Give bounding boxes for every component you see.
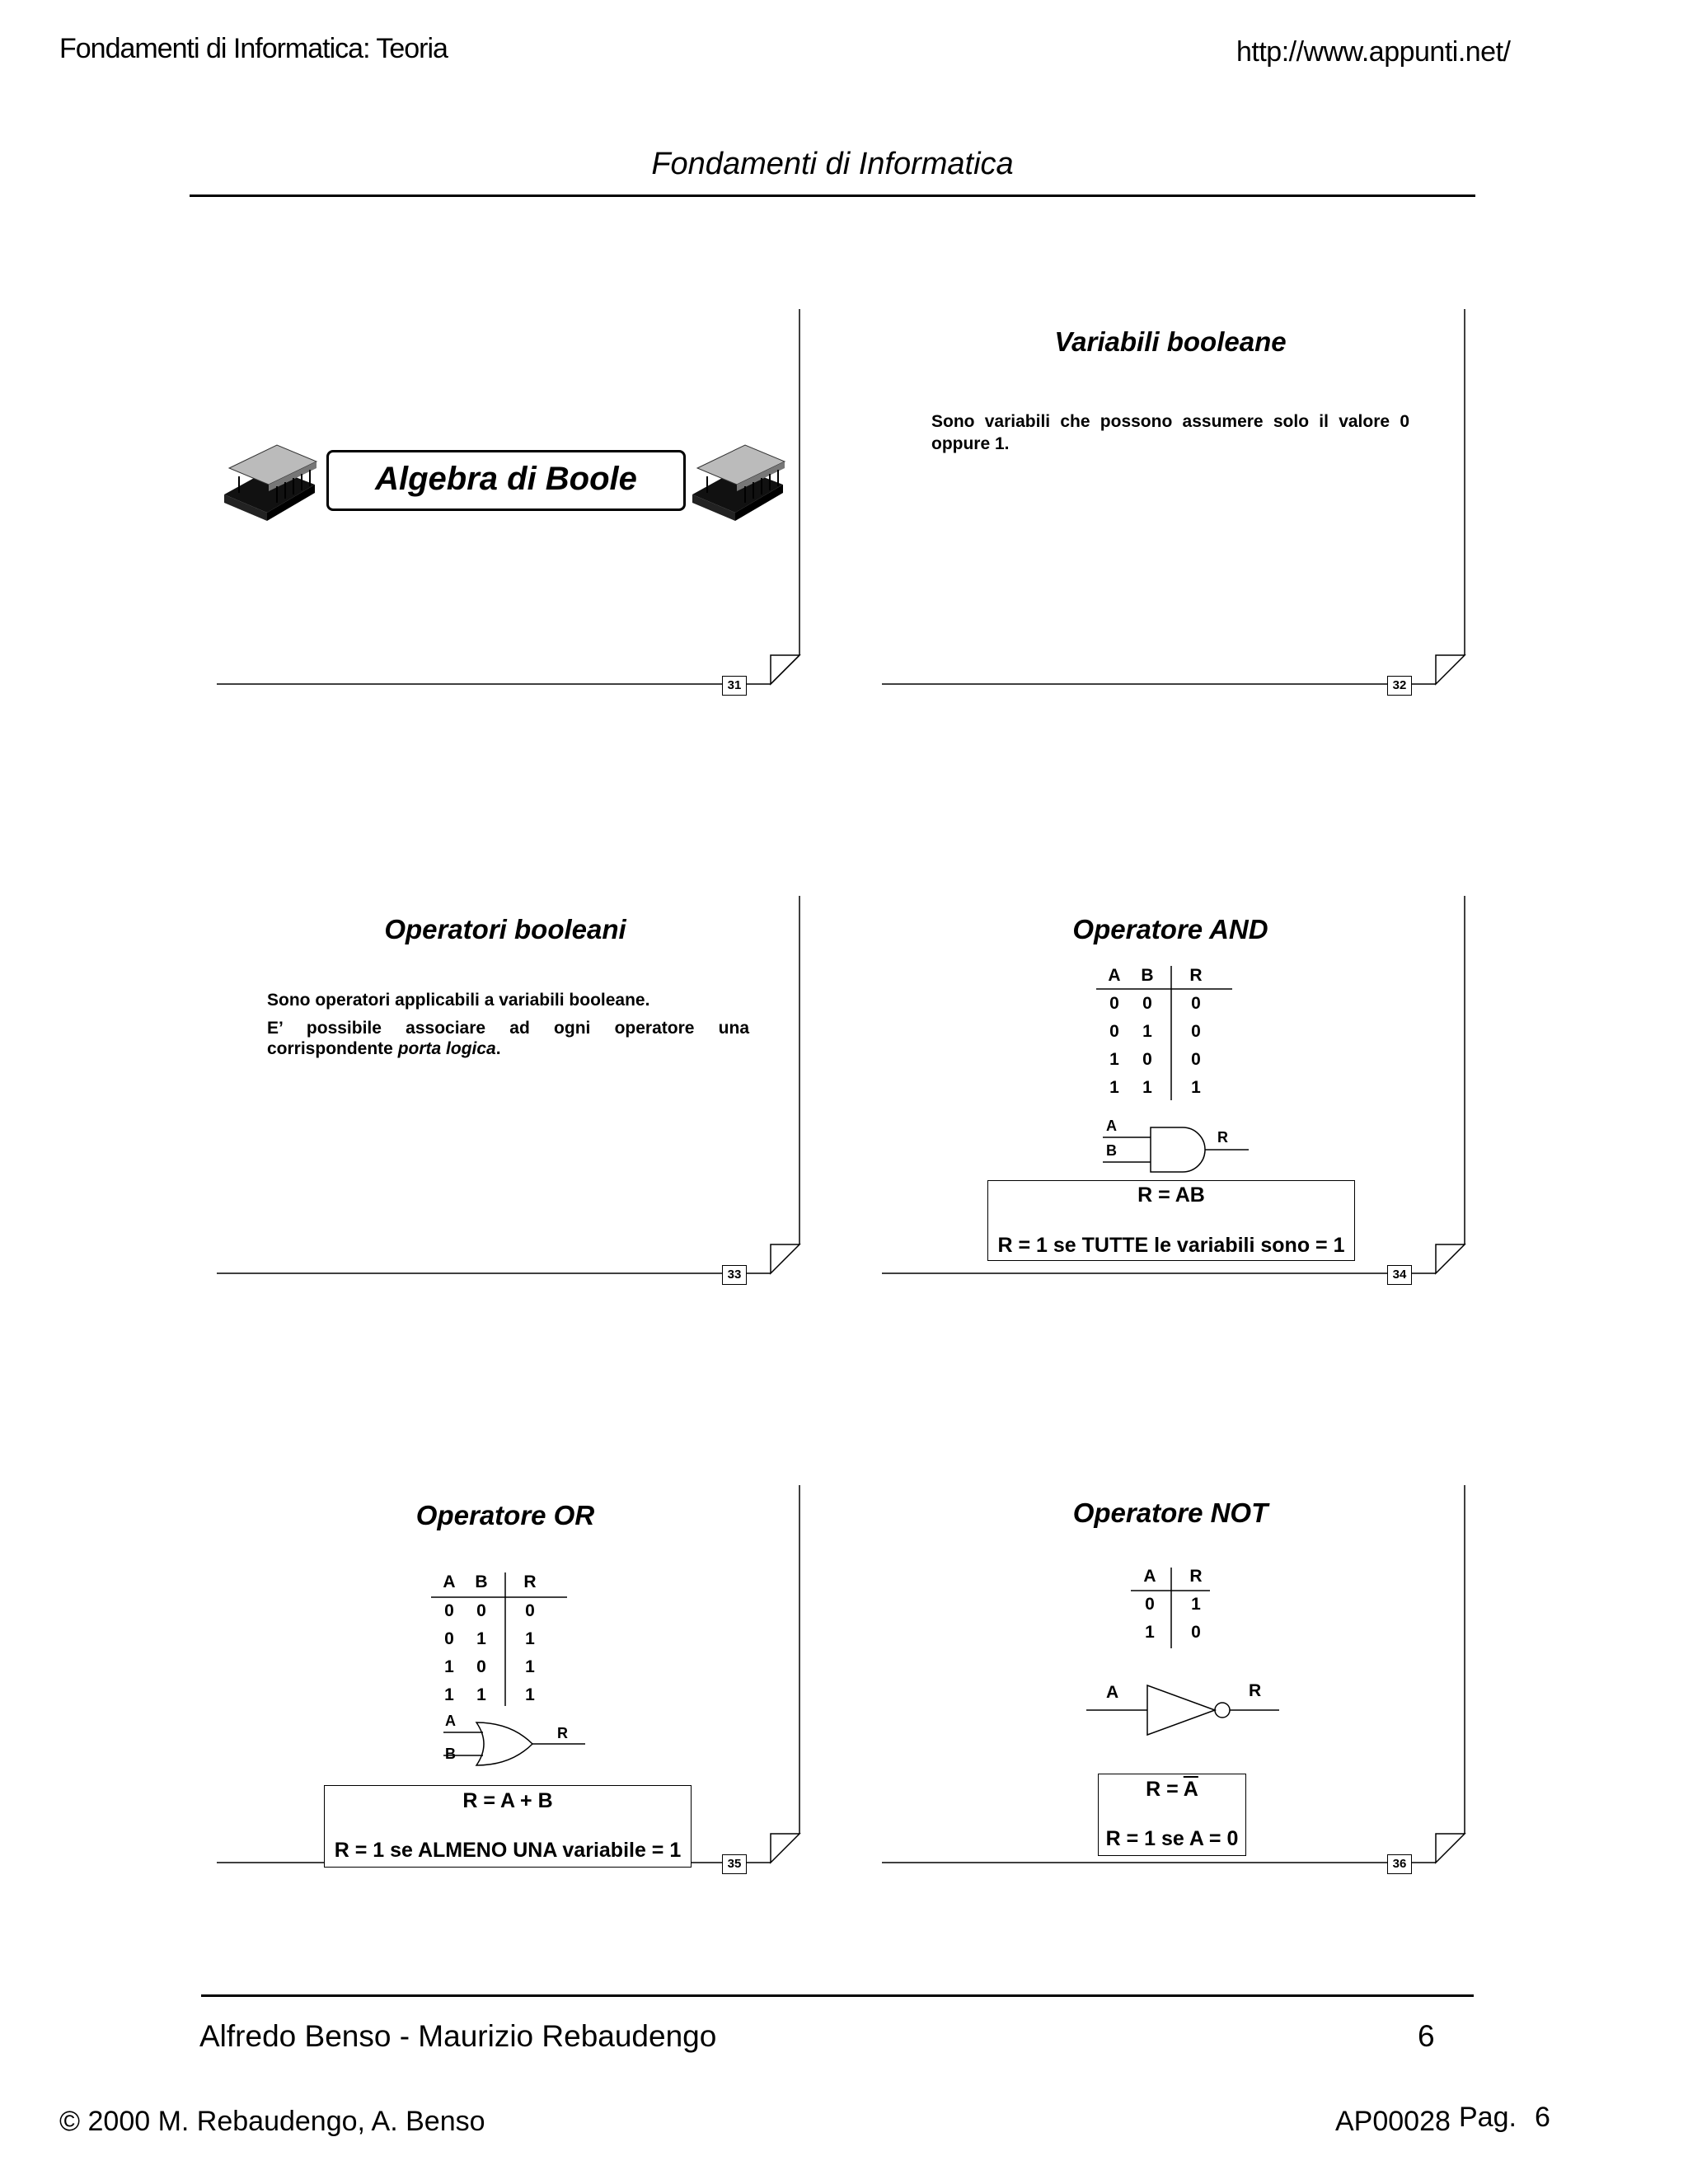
- slide-32-text-line-1: Sono variabili che possono assumere solo il valore 0: [931, 412, 1409, 431]
- or-header-b: B: [475, 1572, 488, 1591]
- not-formula-box: [1098, 1774, 1246, 1856]
- slide-34-number: 34: [1387, 1265, 1412, 1285]
- chip-icon-left: [224, 445, 316, 521]
- not-row-1-a: 0: [1145, 1595, 1155, 1614]
- or-row-2-r: 1: [525, 1629, 535, 1648]
- or-row-2-b: 1: [476, 1629, 486, 1648]
- or-gate-label-r: R: [557, 1725, 568, 1741]
- or-row-1-b: 0: [476, 1601, 486, 1620]
- and-row-4-a: 1: [1109, 1078, 1119, 1097]
- slide-32-title: Variabili booleane: [1054, 326, 1287, 357]
- or-header-r: R: [523, 1572, 537, 1591]
- slide-33-text-line-2: E’ possibile associare ad ogni operatore una: [267, 1019, 749, 1038]
- slide-33-text-plain: corrispondente: [267, 1039, 398, 1058]
- not-gate-label-a: A: [1106, 1683, 1119, 1702]
- or-row-3-a: 1: [444, 1657, 454, 1676]
- not-formula-var: $\overline{A}$: [1183, 1778, 1198, 1801]
- not-gate-label-r: R: [1249, 1681, 1262, 1700]
- or-row-2-a: 0: [444, 1629, 454, 1648]
- or-formula-box: [324, 1785, 692, 1868]
- not-row-1-r: 1: [1191, 1595, 1201, 1614]
- slide-33-text-line-3: [267, 1038, 749, 1060]
- slide-33-number: 33: [722, 1265, 747, 1285]
- chip-icon-right: [692, 445, 785, 521]
- footer-page-number: 6: [1418, 2019, 1435, 2053]
- and-row-2-a: 0: [1109, 1022, 1119, 1041]
- slide-33-text-period: .: [495, 1039, 501, 1058]
- or-formula: R = A + B: [462, 1789, 553, 1812]
- or-row-3-b: 0: [476, 1657, 486, 1676]
- and-header-r: R: [1189, 966, 1203, 985]
- pag-number: 6: [1535, 2102, 1550, 2133]
- and-row-2-r: 0: [1191, 1022, 1201, 1041]
- slide-34-title: Operatore AND: [1072, 914, 1268, 944]
- and-row-2-b: 1: [1142, 1022, 1152, 1041]
- or-row-1-a: 0: [444, 1601, 454, 1620]
- or-row-4-b: 1: [476, 1685, 486, 1704]
- and-header-a: A: [1108, 966, 1121, 985]
- and-row-3-r: 0: [1191, 1050, 1201, 1069]
- slide-35-title: Operatore OR: [415, 1500, 595, 1530]
- and-gate-label-r: R: [1217, 1129, 1228, 1146]
- slide-31-title-box: [326, 450, 686, 511]
- slide-32-number: 32: [1387, 676, 1412, 696]
- or-rule: R = 1 se ALMENO UNA variabile = 1: [334, 1839, 682, 1862]
- slide-31-number: 31: [722, 676, 747, 696]
- footer-authors: Alfredo Benso - Maurizio Rebaudengo: [199, 2019, 717, 2053]
- not-formula-prefix: R =: [1146, 1778, 1184, 1801]
- and-row-3-b: 0: [1142, 1050, 1152, 1069]
- and-row-4-b: 1: [1142, 1078, 1152, 1097]
- or-row-1-r: 0: [525, 1601, 535, 1620]
- slide-frame-32: [882, 309, 1465, 684]
- footer-rule: [201, 1994, 1474, 1997]
- slide-frame-33: [217, 896, 799, 1273]
- page-header-url[interactable]: http://www.appunti.net/: [1236, 36, 1511, 68]
- pag-label: Pag.: [1459, 2102, 1517, 2133]
- and-formula: R = AB: [1137, 1183, 1205, 1207]
- not-rule: R = 1 se A = 0: [1105, 1827, 1239, 1850]
- document-code: AP00028: [1335, 2106, 1451, 2137]
- or-row-4-a: 1: [444, 1685, 454, 1704]
- page-header-left: Fondamenti di Informatica: Teoria: [59, 33, 448, 64]
- not-header-a: A: [1143, 1567, 1156, 1586]
- and-rule: R = 1 se TUTTE le variabili sono = 1: [997, 1234, 1345, 1257]
- not-header-r: R: [1189, 1567, 1203, 1586]
- and-header-b: B: [1141, 966, 1154, 985]
- and-formula-box: [987, 1180, 1355, 1261]
- or-gate-label-a: A: [445, 1713, 456, 1729]
- and-row-1-r: 0: [1191, 994, 1201, 1013]
- slide-33-text-line-1: Sono operatori applicabili a variabili booleane.: [267, 991, 650, 1010]
- or-header-a: A: [443, 1572, 456, 1591]
- document-title: Fondamenti di Informatica: [651, 147, 1014, 181]
- slide-33-text-italic: porta logica: [397, 1039, 496, 1058]
- or-row-3-r: 1: [525, 1657, 535, 1676]
- not-row-2-r: 0: [1191, 1623, 1201, 1642]
- slide-35-number: 35: [722, 1854, 747, 1874]
- slide-32-text-line-2: oppure 1.: [931, 434, 1010, 453]
- and-gate-label-b: B: [1106, 1142, 1117, 1159]
- not-formula: [1099, 1778, 1245, 1802]
- and-row-3-a: 1: [1109, 1050, 1119, 1069]
- and-row-4-r: 1: [1191, 1078, 1201, 1097]
- or-row-4-r: 1: [525, 1685, 535, 1704]
- slide-33-title: Operatori booleani: [384, 914, 626, 944]
- and-row-1-b: 0: [1142, 994, 1152, 1013]
- and-gate-label-a: A: [1106, 1118, 1117, 1134]
- slide-31-title: Algebra di Boole: [375, 461, 637, 497]
- or-gate-label-b: B: [445, 1746, 456, 1762]
- not-row-2-a: 1: [1145, 1623, 1155, 1642]
- copyright: © 2000 M. Rebaudengo, A. Benso: [59, 2106, 485, 2137]
- and-row-1-a: 0: [1109, 994, 1119, 1013]
- slide-36-number: 36: [1387, 1854, 1412, 1874]
- slide-36-title: Operatore NOT: [1072, 1497, 1268, 1528]
